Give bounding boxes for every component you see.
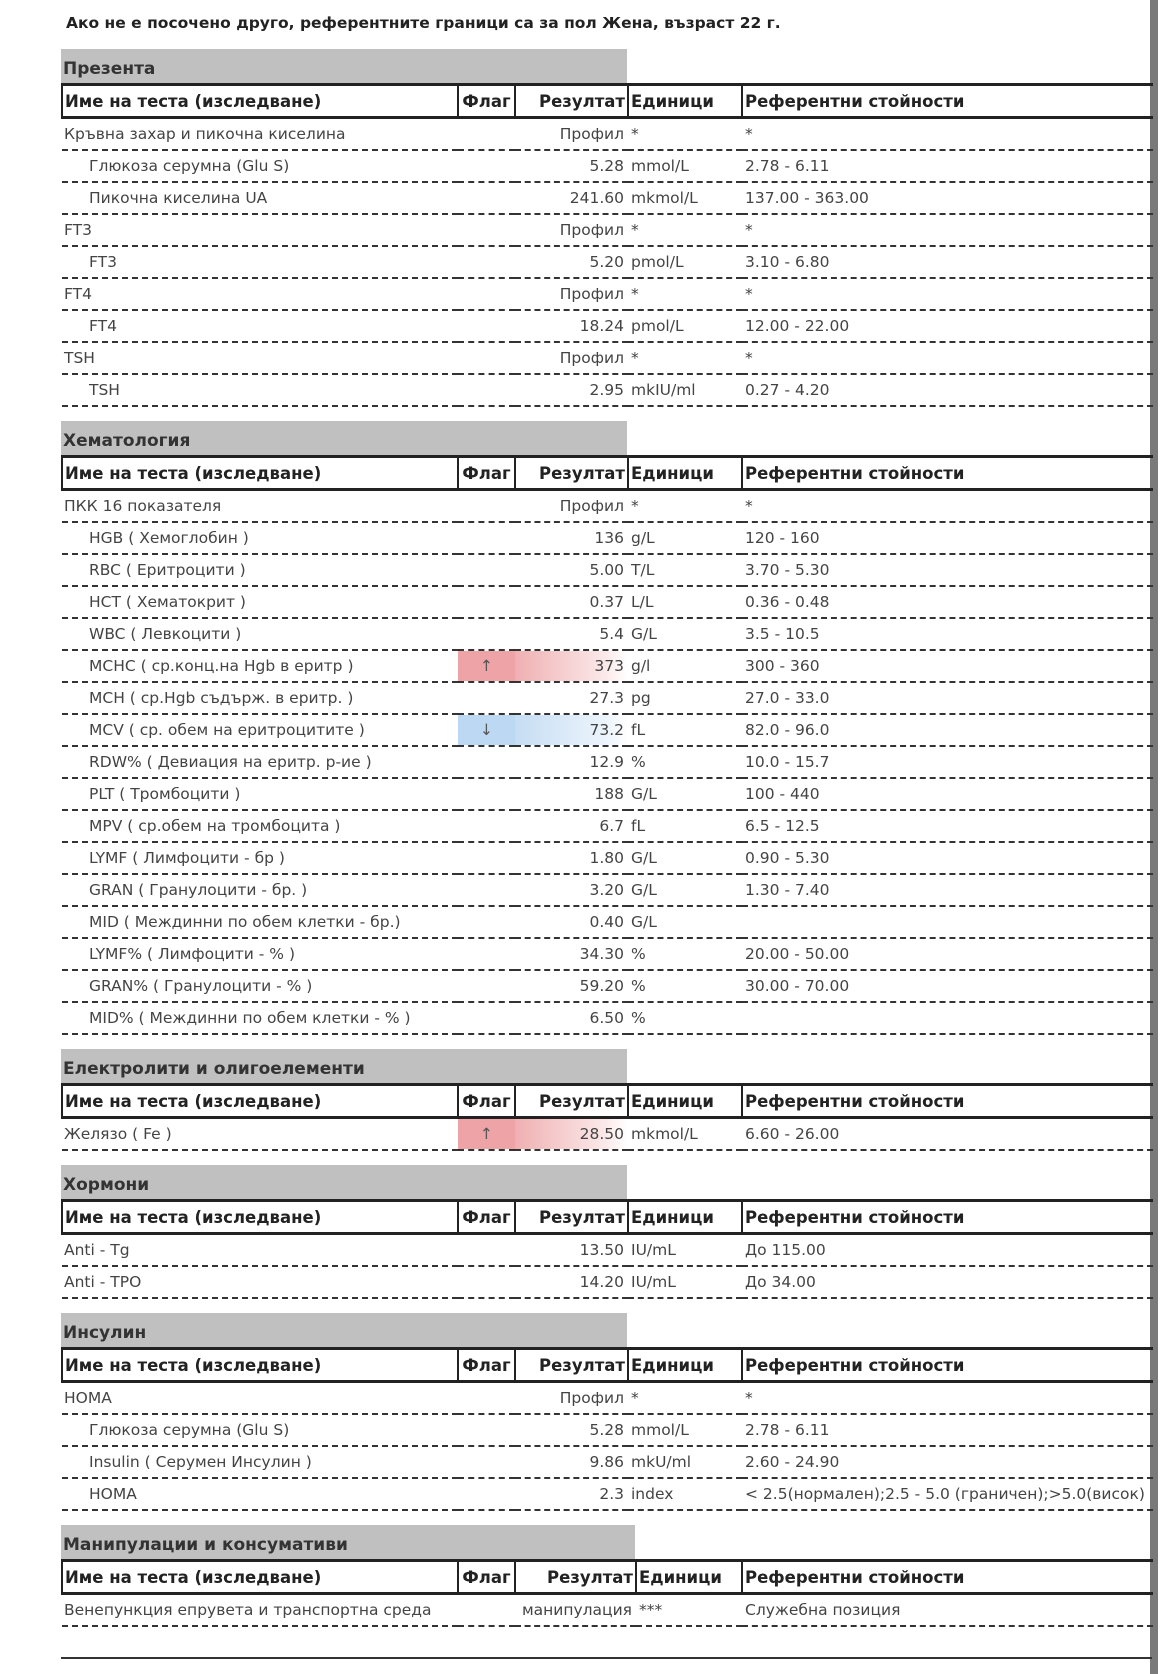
flag-cell <box>458 586 515 618</box>
result-cell: 34.30 <box>515 938 628 970</box>
units-cell: * <box>628 118 742 151</box>
flag-cell <box>458 150 515 182</box>
units-cell: G/L <box>628 842 742 874</box>
units-cell: G/L <box>628 618 742 650</box>
result-cell: 5.28 <box>515 1414 628 1446</box>
units-cell: G/L <box>628 874 742 906</box>
flag-cell <box>458 342 515 374</box>
name-cell: WBC ( Левкоцити ) <box>62 618 458 650</box>
result-cell: 13.50 <box>515 1234 628 1267</box>
column-header-name: Име на теста (изследване) <box>62 1349 458 1382</box>
result-cell: 5.28 <box>515 150 628 182</box>
units-cell: *** <box>636 1594 742 1627</box>
name-cell: LYMF ( Лимфоцити - бр ) <box>62 842 458 874</box>
table-row <box>62 310 1153 342</box>
column-header-ref: Референтни стойности <box>742 1201 1153 1234</box>
result-cell: 5.00 <box>515 554 628 586</box>
reference-note: Ако не е посочено друго, референтните граници са за пол Жена, възраст 22 г. <box>66 14 781 32</box>
flag-cell <box>458 522 515 554</box>
flag-cell <box>458 278 515 310</box>
column-header-name: Име на теста (изследване) <box>62 1561 458 1594</box>
column-header-ref: Референтни стойности <box>742 1085 1153 1118</box>
ref-cell: Служебна позиция <box>742 1594 1153 1627</box>
table-row <box>62 1234 1153 1267</box>
table-row <box>62 342 1153 374</box>
name-cell: HCT ( Хематокрит ) <box>62 586 458 618</box>
units-cell: % <box>628 938 742 970</box>
lab-results <box>61 49 1152 1641</box>
name-cell: LYMF% ( Лимфоцити - % ) <box>62 938 458 970</box>
ref-cell: 2.78 - 6.11 <box>742 1414 1153 1446</box>
units-cell: g/l <box>628 650 742 682</box>
result-cell: Профил <box>515 118 628 151</box>
units-cell: % <box>628 746 742 778</box>
name-cell: PLT ( Тромбоцити ) <box>62 778 458 810</box>
result-cell: 27.3 <box>515 682 628 714</box>
units-cell: IU/mL <box>628 1234 742 1267</box>
column-header-flag: Флаг <box>458 1561 515 1594</box>
column-header-units: Единици <box>636 1561 742 1594</box>
name-cell: Желязо ( Fe ) <box>62 1118 458 1151</box>
units-cell: mkIU/ml <box>628 374 742 406</box>
units-cell: index <box>628 1478 742 1510</box>
result-cell: 6.50 <box>515 1002 628 1034</box>
column-header-flag: Флаг <box>458 85 515 118</box>
name-cell: HGB ( Хемоглобин ) <box>62 522 458 554</box>
results-table <box>61 1083 1153 1151</box>
section <box>61 1313 1152 1511</box>
flag-cell <box>458 1594 515 1627</box>
ref-cell: 1.30 - 7.40 <box>742 874 1153 906</box>
results-table <box>61 1199 1153 1299</box>
units-cell: G/L <box>628 778 742 810</box>
result-cell: Профил <box>515 214 628 246</box>
table-row <box>62 778 1153 810</box>
table-row <box>62 1118 1153 1151</box>
column-header-units: Единици <box>628 1349 742 1382</box>
column-header-result: Резултат <box>515 1201 628 1234</box>
ref-cell: 12.00 - 22.00 <box>742 310 1153 342</box>
name-cell: RDW% ( Девиация на еритр. р-ие ) <box>62 746 458 778</box>
table-row <box>62 842 1153 874</box>
units-cell: * <box>628 342 742 374</box>
table-row <box>62 1446 1153 1478</box>
column-header-result: Резултат <box>515 1349 628 1382</box>
flag-cell <box>458 810 515 842</box>
column-header-ref: Референтни стойности <box>742 85 1153 118</box>
name-cell: TSH <box>62 342 458 374</box>
table-row <box>62 522 1153 554</box>
table-row <box>62 1382 1153 1415</box>
column-header-flag: Флаг <box>458 457 515 490</box>
name-cell: FT3 <box>62 246 458 278</box>
column-header-units: Единици <box>628 1085 742 1118</box>
units-cell: * <box>628 278 742 310</box>
name-cell: Глюкоза серумна (Glu S) <box>62 1414 458 1446</box>
ref-cell: До 34.00 <box>742 1266 1153 1298</box>
ref-cell: * <box>742 214 1153 246</box>
name-cell: FT4 <box>62 278 458 310</box>
table-row <box>62 682 1153 714</box>
section-title: Електролити и олигоелементи <box>61 1049 627 1083</box>
table-row <box>62 1594 1153 1627</box>
flag-high-arrow-icon: ↑ <box>458 1118 515 1151</box>
table-row <box>62 938 1153 970</box>
results-table <box>61 83 1153 407</box>
result-cell: 1.80 <box>515 842 628 874</box>
ref-cell <box>742 906 1153 938</box>
ref-cell: 10.0 - 15.7 <box>742 746 1153 778</box>
name-cell: HOMA <box>62 1478 458 1510</box>
section-title: Инсулин <box>61 1313 627 1347</box>
section-title: Презента <box>61 49 627 83</box>
column-header-name: Име на теста (изследване) <box>62 457 458 490</box>
result-cell: 28.50 <box>515 1118 628 1151</box>
section-title: Хормони <box>61 1165 627 1199</box>
column-header-name: Име на теста (изследване) <box>62 1085 458 1118</box>
table-row <box>62 374 1153 406</box>
flag-cell <box>458 682 515 714</box>
ref-cell: 0.27 - 4.20 <box>742 374 1153 406</box>
table-row <box>62 278 1153 310</box>
results-table <box>61 1347 1153 1511</box>
ref-cell: 82.0 - 96.0 <box>742 714 1153 746</box>
table-row <box>62 554 1153 586</box>
column-header-ref: Референтни стойности <box>742 1561 1153 1594</box>
units-cell: T/L <box>628 554 742 586</box>
result-cell: 18.24 <box>515 310 628 342</box>
result-cell: 73.2 <box>515 714 628 746</box>
column-header-name: Име на теста (изследване) <box>62 85 458 118</box>
section <box>61 1049 1152 1151</box>
result-cell: 136 <box>515 522 628 554</box>
result-cell: Профил <box>515 342 628 374</box>
result-cell: 5.4 <box>515 618 628 650</box>
ref-cell: 120 - 160 <box>742 522 1153 554</box>
units-cell: mmol/L <box>628 150 742 182</box>
table-row <box>62 1002 1153 1034</box>
result-cell: манипулация <box>515 1594 636 1627</box>
name-cell: TSH <box>62 374 458 406</box>
column-header-result: Резултат <box>515 85 628 118</box>
flag-cell <box>458 1382 515 1415</box>
ref-cell: * <box>742 342 1153 374</box>
flag-cell <box>458 246 515 278</box>
footer-divider <box>61 1657 1152 1659</box>
result-cell: 241.60 <box>515 182 628 214</box>
ref-cell: До 115.00 <box>742 1234 1153 1267</box>
units-cell: G/L <box>628 906 742 938</box>
column-header-ref: Референтни стойности <box>742 457 1153 490</box>
section <box>61 49 1152 407</box>
name-cell: MID% ( Междинни по обем клетки - % ) <box>62 1002 458 1034</box>
table-header <box>62 1561 1153 1594</box>
flag-cell <box>458 874 515 906</box>
ref-cell: 0.90 - 5.30 <box>742 842 1153 874</box>
table-row <box>62 906 1153 938</box>
result-cell: 2.95 <box>515 374 628 406</box>
units-cell: pmol/L <box>628 310 742 342</box>
result-cell: Профил <box>515 1382 628 1415</box>
ref-cell: 300 - 360 <box>742 650 1153 682</box>
result-cell: Профил <box>515 490 628 523</box>
flag-cell <box>458 374 515 406</box>
result-cell: 14.20 <box>515 1266 628 1298</box>
table-header <box>62 85 1153 118</box>
flag-cell <box>458 1002 515 1034</box>
table-row <box>62 650 1153 682</box>
units-cell: L/L <box>628 586 742 618</box>
units-cell: % <box>628 970 742 1002</box>
table-row <box>62 618 1153 650</box>
column-header-flag: Флаг <box>458 1349 515 1382</box>
flag-cell <box>458 214 515 246</box>
name-cell: GRAN% ( Гранулоцити - % ) <box>62 970 458 1002</box>
units-cell: mmol/L <box>628 1414 742 1446</box>
ref-cell: * <box>742 118 1153 151</box>
column-header-units: Единици <box>628 1201 742 1234</box>
flag-cell <box>458 1478 515 1510</box>
flag-cell <box>458 906 515 938</box>
table-row <box>62 118 1153 151</box>
name-cell: MCV ( ср. обем на еритроцитите ) <box>62 714 458 746</box>
table-row <box>62 586 1153 618</box>
ref-cell: * <box>742 1382 1153 1415</box>
name-cell: MID ( Междинни по обем клетки - бр.) <box>62 906 458 938</box>
section-title: Манипулации и консумативи <box>61 1525 635 1559</box>
table-header <box>62 1201 1153 1234</box>
result-cell: 0.37 <box>515 586 628 618</box>
result-cell: 373 <box>515 650 628 682</box>
name-cell: HOMA <box>62 1382 458 1415</box>
units-cell: fL <box>628 714 742 746</box>
flag-cell <box>458 778 515 810</box>
name-cell: FT3 <box>62 214 458 246</box>
flag-cell <box>458 746 515 778</box>
result-cell: 3.20 <box>515 874 628 906</box>
section <box>61 421 1152 1035</box>
name-cell: ПКК 16 показателя <box>62 490 458 523</box>
units-cell: % <box>628 1002 742 1034</box>
flag-cell <box>458 1266 515 1298</box>
result-cell: 59.20 <box>515 970 628 1002</box>
name-cell: MCH ( ср.Hgb съдърж. в еритр. ) <box>62 682 458 714</box>
name-cell: MCHC ( ср.конц.на Hgb в еритр ) <box>62 650 458 682</box>
units-cell: pmol/L <box>628 246 742 278</box>
name-cell: Insulin ( Серумен Инсулин ) <box>62 1446 458 1478</box>
flag-cell <box>458 182 515 214</box>
flag-cell <box>458 310 515 342</box>
column-header-ref: Референтни стойности <box>742 1349 1153 1382</box>
ref-cell: 20.00 - 50.00 <box>742 938 1153 970</box>
flag-cell <box>458 1414 515 1446</box>
results-table <box>61 455 1153 1035</box>
column-header-result: Резултат <box>515 1561 636 1594</box>
ref-cell: 2.60 - 24.90 <box>742 1446 1153 1478</box>
section <box>61 1165 1152 1299</box>
result-cell: 2.3 <box>515 1478 628 1510</box>
units-cell: g/L <box>628 522 742 554</box>
ref-cell: * <box>742 278 1153 310</box>
units-cell: mkmol/L <box>628 182 742 214</box>
table-row <box>62 1478 1153 1510</box>
ref-cell: 0.36 - 0.48 <box>742 586 1153 618</box>
table-row <box>62 214 1153 246</box>
ref-cell: 27.0 - 33.0 <box>742 682 1153 714</box>
column-header-result: Резултат <box>515 1085 628 1118</box>
table-row <box>62 246 1153 278</box>
name-cell: FT4 <box>62 310 458 342</box>
ref-cell: * <box>742 490 1153 523</box>
section <box>61 1525 1152 1627</box>
ref-cell: 6.60 - 26.00 <box>742 1118 1153 1151</box>
ref-cell: 3.10 - 6.80 <box>742 246 1153 278</box>
table-row <box>62 182 1153 214</box>
ref-cell <box>742 1002 1153 1034</box>
ref-cell: 100 - 440 <box>742 778 1153 810</box>
units-cell: pg <box>628 682 742 714</box>
flag-low-arrow-icon: ↓ <box>458 714 515 746</box>
flag-cell <box>458 490 515 523</box>
name-cell: Anti - Tg <box>62 1234 458 1267</box>
flag-cell <box>458 1234 515 1267</box>
units-cell: mkmol/L <box>628 1118 742 1151</box>
flag-high-arrow-icon: ↑ <box>458 650 515 682</box>
table-row <box>62 714 1153 746</box>
table-row <box>62 746 1153 778</box>
column-header-units: Единици <box>628 457 742 490</box>
ref-cell: 30.00 - 70.00 <box>742 970 1153 1002</box>
name-cell: Венепункция епрувета и транспортна среда <box>62 1594 458 1627</box>
table-row <box>62 970 1153 1002</box>
name-cell: Пикочна киселина UA <box>62 182 458 214</box>
column-header-result: Резултат <box>515 457 628 490</box>
table-row <box>62 150 1153 182</box>
units-cell: * <box>628 1382 742 1415</box>
flag-cell <box>458 970 515 1002</box>
units-cell: * <box>628 214 742 246</box>
column-header-name: Име на теста (изследване) <box>62 1201 458 1234</box>
ref-cell: 6.5 - 12.5 <box>742 810 1153 842</box>
ref-cell: < 2.5(нормален);2.5 - 5.0 (граничен);>5.0(висок) <box>742 1478 1153 1510</box>
name-cell: Глюкоза серумна (Glu S) <box>62 150 458 182</box>
name-cell: Anti - TPO <box>62 1266 458 1298</box>
table-row <box>62 1414 1153 1446</box>
results-table <box>61 1559 1153 1627</box>
name-cell: RBC ( Еритроцити ) <box>62 554 458 586</box>
table-header <box>62 1085 1153 1118</box>
column-header-flag: Флаг <box>458 1201 515 1234</box>
result-cell: 12.9 <box>515 746 628 778</box>
flag-cell <box>458 842 515 874</box>
result-cell: 188 <box>515 778 628 810</box>
column-header-units: Единици <box>628 85 742 118</box>
table-header <box>62 457 1153 490</box>
units-cell: mkU/ml <box>628 1446 742 1478</box>
table-row <box>62 874 1153 906</box>
table-header <box>62 1349 1153 1382</box>
units-cell: fL <box>628 810 742 842</box>
result-cell: 5.20 <box>515 246 628 278</box>
ref-cell: 3.5 - 10.5 <box>742 618 1153 650</box>
ref-cell: 3.70 - 5.30 <box>742 554 1153 586</box>
flag-cell <box>458 1446 515 1478</box>
table-row <box>62 1266 1153 1298</box>
flag-cell <box>458 118 515 151</box>
result-cell: 9.86 <box>515 1446 628 1478</box>
ref-cell: 137.00 - 363.00 <box>742 182 1153 214</box>
table-row <box>62 810 1153 842</box>
flag-cell <box>458 554 515 586</box>
units-cell: IU/mL <box>628 1266 742 1298</box>
result-cell: Профил <box>515 278 628 310</box>
units-cell: * <box>628 490 742 523</box>
result-cell: 0.40 <box>515 906 628 938</box>
table-row <box>62 490 1153 523</box>
name-cell: GRAN ( Гранулоцити - бр. ) <box>62 874 458 906</box>
result-cell: 6.7 <box>515 810 628 842</box>
column-header-flag: Флаг <box>458 1085 515 1118</box>
ref-cell: 2.78 - 6.11 <box>742 150 1153 182</box>
name-cell: Кръвна захар и пикочна киселина <box>62 118 458 151</box>
name-cell: MPV ( ср.обем на тромбоцита ) <box>62 810 458 842</box>
section-title: Хематология <box>61 421 627 455</box>
flag-cell <box>458 938 515 970</box>
flag-cell <box>458 618 515 650</box>
